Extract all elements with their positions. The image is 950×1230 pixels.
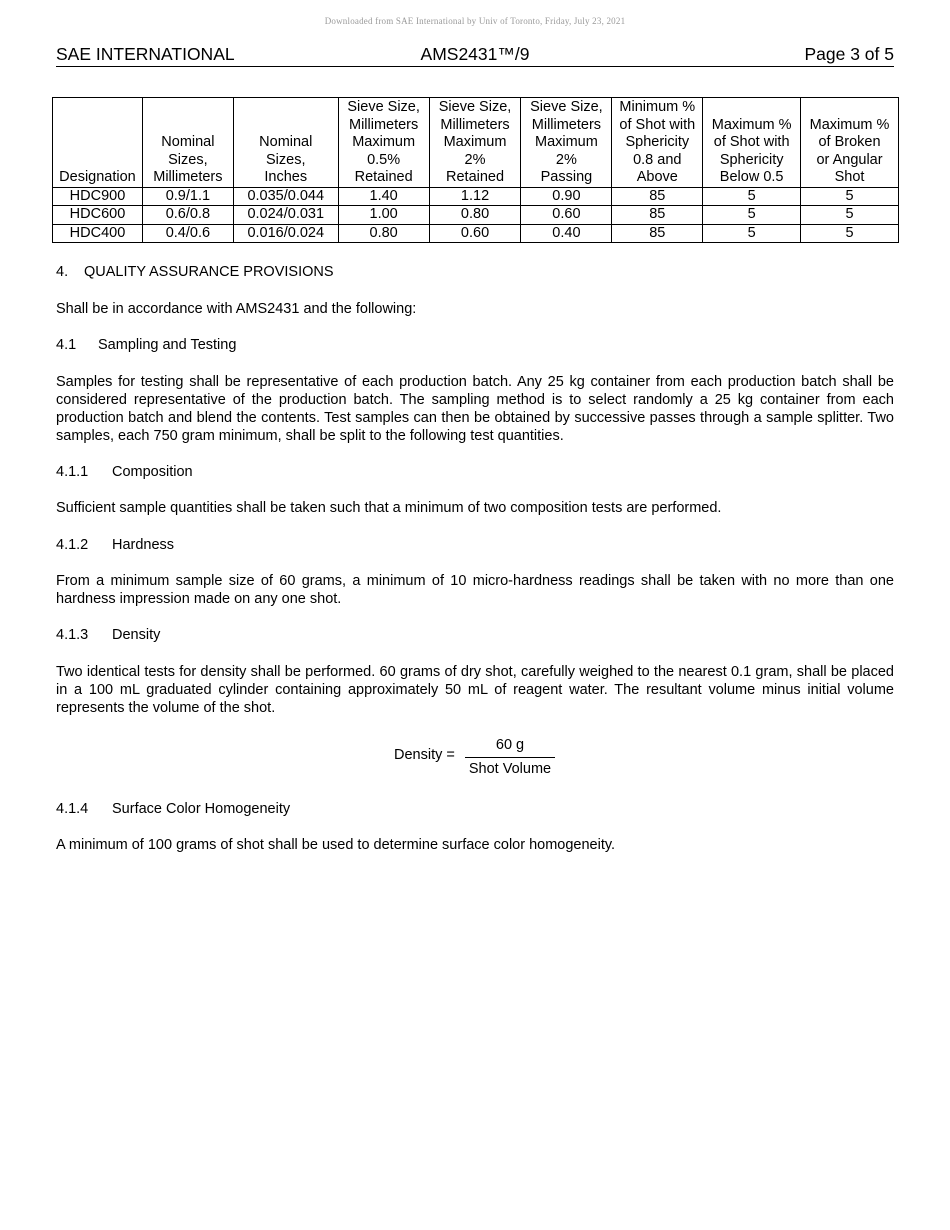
table-cell: 0.60 (521, 206, 612, 225)
header-organization: SAE INTERNATIONAL (56, 44, 235, 64)
section-title: Surface Color Homogeneity (112, 801, 291, 817)
table-cell: 1.12 (429, 187, 521, 206)
section-title: Composition (112, 464, 193, 480)
table-cell: 5 (703, 224, 801, 243)
table-cell: 1.00 (338, 206, 429, 225)
table-cell: 85 (612, 206, 703, 225)
table-cell: 5 (703, 187, 801, 206)
col-header-nominal-mm: Nominal Sizes, Millimeters (142, 98, 233, 188)
col-header-min-sphericity: Minimum % of Shot with Sphericity 0.8 and Above (612, 98, 703, 188)
fraction-bar (465, 757, 555, 758)
download-watermark: Downloaded from SAE International by Univ of Toronto, Friday, July 23, 2021 (324, 16, 626, 26)
section-4-1-text: Samples for testing shall be representative of each production batch. Any 25 kg container from each production batch shall be considered representative of the production batch. The sampling method is to select randomly a 25 kg container from each production batch and blend the contents. Test samples can then be obtained by successive passes through a sample splitter. Two samples, each 750 gram minimum, shall be split to the following test quantities. (56, 374, 894, 444)
col-header-max-broken: Maximum % of Broken or Angular Shot (801, 98, 899, 188)
col-header-sieve-05-retained: Sieve Size, Millimeters Maximum 0.5% Retained (338, 98, 429, 188)
col-header-sieve-2-passing: Sieve Size, Millimeters Maximum 2% Passing (521, 98, 612, 188)
table-cell: HDC400 (53, 224, 143, 243)
table-cell: 5 (703, 206, 801, 225)
section-4-1-3-text: Two identical tests for density shall be performed. 60 grams of dry shot, carefully weighed to the nearest 0.1 gram, shall be placed in a 100 mL graduated cylinder containing approximately 50 mL of reagent water. The resultant volume minus initial volume represents the volume of the shot. (56, 664, 894, 716)
header-document-number: AMS2431™/9 (420, 44, 530, 64)
section-4-heading (56, 263, 894, 281)
section-number: 4.1.4 (56, 801, 89, 817)
section-title: Density (112, 627, 161, 643)
table-cell: 0.80 (429, 206, 521, 225)
page-header (56, 44, 894, 67)
section-4-1-3-heading (56, 626, 894, 644)
section-title: QUALITY ASSURANCE PROVISIONS (84, 264, 334, 280)
table-cell: 5 (801, 224, 899, 243)
table-cell: HDC900 (53, 187, 143, 206)
section-4-1-2-heading (56, 536, 894, 554)
table-cell: 5 (801, 187, 899, 206)
formula-fraction (465, 735, 555, 778)
table-cell: 85 (612, 224, 703, 243)
formula-lhs: Density = (394, 747, 455, 763)
formula-numerator: 60 g (495, 737, 525, 753)
section-4-1-1-text: Sufficient sample quantities shall be taken such that a minimum of two composition tests are performed. (56, 500, 722, 516)
section-4-1-4-heading (56, 800, 894, 818)
formula-denominator: Shot Volume (468, 761, 552, 777)
section-4-1-2-text: From a minimum sample size of 60 grams, a minimum of 10 micro-hardness readings shall be taken with no more than one hardness impression made on any one shot. (56, 573, 894, 607)
section-number: 4.1.2 (56, 537, 89, 553)
section-number: 4. (56, 264, 69, 280)
col-header-sieve-2-retained: Sieve Size, Millimeters Maximum 2% Retained (429, 98, 521, 188)
table-cell: 0.90 (521, 187, 612, 206)
table-header-row (53, 98, 899, 188)
table-row (53, 187, 899, 206)
table-cell: 0.60 (429, 224, 521, 243)
table-cell: 5 (801, 206, 899, 225)
table-row (53, 224, 899, 243)
table-row (53, 206, 899, 225)
header-page-number: Page 3 of 5 (804, 44, 894, 64)
section-title: Hardness (112, 537, 175, 553)
section-title: Sampling and Testing (98, 337, 237, 353)
table-cell: 0.024/0.031 (233, 206, 338, 225)
table-cell: 0.016/0.024 (233, 224, 338, 243)
table-cell: 85 (612, 187, 703, 206)
table-cell: 0.40 (521, 224, 612, 243)
table-cell: 1.40 (338, 187, 429, 206)
density-formula (0, 735, 950, 779)
col-header-designation: Designation (53, 98, 143, 188)
table-cell: 0.9/1.1 (142, 187, 233, 206)
section-number: 4.1.3 (56, 627, 89, 643)
table-cell: HDC600 (53, 206, 143, 225)
table-cell: 0.80 (338, 224, 429, 243)
col-header-nominal-inches: Nominal Sizes, Inches (233, 98, 338, 188)
section-number: 4.1 (56, 337, 77, 353)
table-cell: 0.035/0.044 (233, 187, 338, 206)
section-4-1-4-text: A minimum of 100 grams of shot shall be used to determine surface color homogeneity. (56, 837, 616, 853)
section-4-text: Shall be in accordance with AMS2431 and the following: (56, 301, 417, 317)
section-4-1-1-heading (56, 463, 894, 481)
section-number: 4.1.1 (56, 464, 89, 480)
shot-size-specification-table (52, 97, 899, 243)
table-cell: 0.4/0.6 (142, 224, 233, 243)
section-4-1-heading (56, 336, 894, 354)
col-header-max-sphericity-below: Maximum % of Shot with Sphericity Below 0.5 (703, 98, 801, 188)
table-cell: 0.6/0.8 (142, 206, 233, 225)
